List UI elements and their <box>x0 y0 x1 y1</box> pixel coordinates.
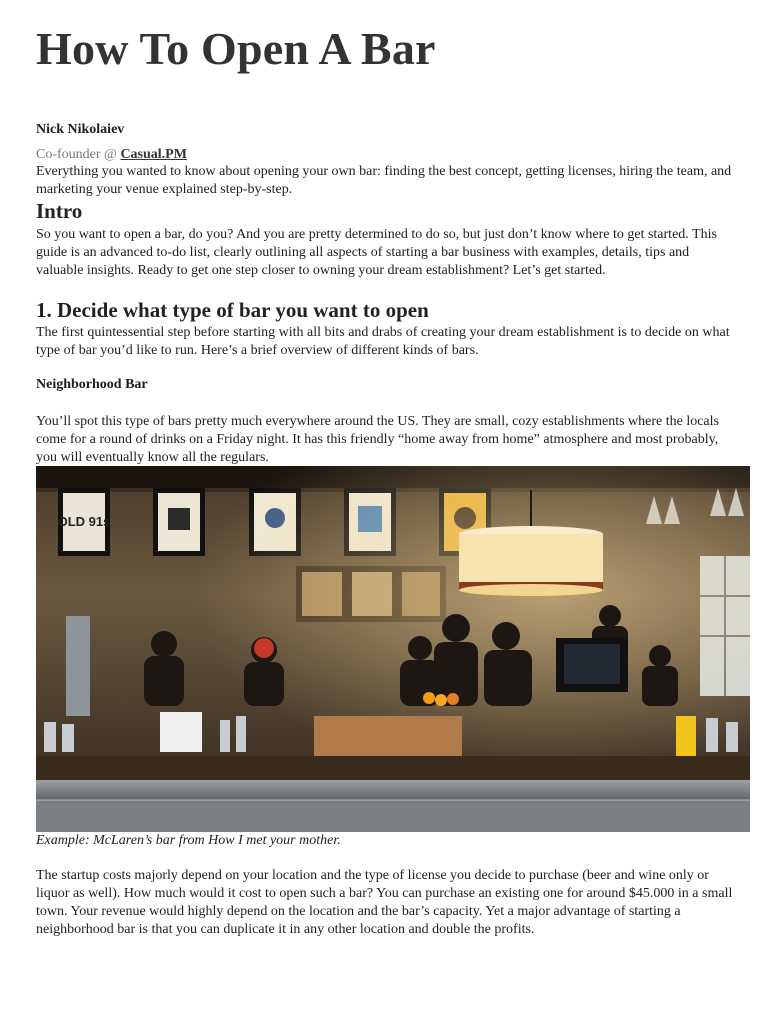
company-link[interactable]: Casual.PM <box>120 147 187 162</box>
author-role <box>36 146 736 164</box>
startup-costs-paragraph: The startup costs majorly depend on your location and the type of license you decide to purchase (beer and wine only or liquor as well). How much would it cost to open such a bar? You can purchase an existing one for around $45.000 in a small town. Your revenue would highly depend on the location and the bar’s capacity. Yet a major advantage of starting a neighborhood bar is that you can duplicate it in any other location and double the profits. <box>36 868 733 937</box>
author-role-prefix: Co-founder @ <box>36 147 121 162</box>
photo-caption: Example: McLaren’s bar from How I met your mother. <box>36 833 341 848</box>
page-title: How To Open A Bar <box>36 23 436 74</box>
bar-photo <box>36 466 750 832</box>
step1-heading: 1. Decide what type of bar you want to open <box>36 298 429 322</box>
neighborhood-bar-heading: Neighborhood Bar <box>36 377 148 392</box>
intro-heading: Intro <box>36 199 83 223</box>
bar-photo-illustration <box>36 466 750 832</box>
author-name: Nick Nikolaiev <box>36 122 125 137</box>
step1-paragraph: The first quintessential step before starting with all bits and drabs of creating your dream establishment is to decide on what type of bar you’d like to run. Here’s a brief overview of different kinds of bars. <box>36 325 730 358</box>
intro-paragraph: So you want to open a bar, do you? And you are pretty determined to do so, but just don’t know where to get started. This guide is an advanced to-do list, clearly outlining all aspects of starting a bar business with examples, details, tips and valuable insights. Ready to get one step closer to owning your dream establishment? Let’s get started. <box>36 227 717 278</box>
article-lead: Everything you wanted to know about opening your own bar: finding the best concept, getting licenses, hiring the team, and marketing your venue explained step-by-step. <box>36 164 732 197</box>
neighborhood-bar-paragraph: You’ll spot this type of bars pretty much everywhere around the US. They are small, cozy establishments where the locals come for a round of drinks on a Friday night. It has this friendly “home away from home” atmosphere and most probably, you will eventually know all the regulars. <box>36 414 719 465</box>
